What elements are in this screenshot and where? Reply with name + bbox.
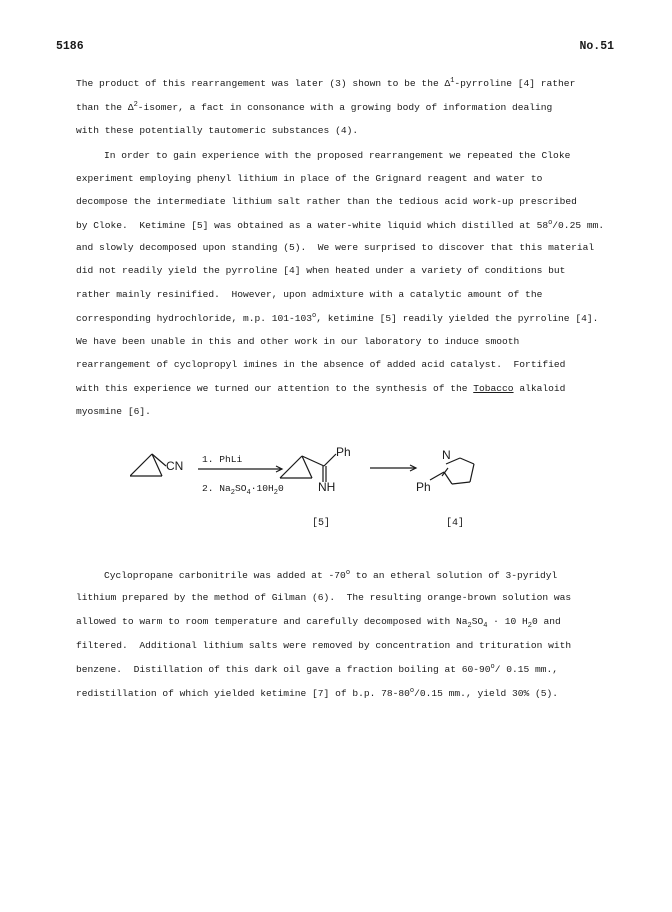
text-line: benzene. Distillation of this dark oil gave a fraction boiling at 60-90$^o$/ 0.15 mm., xyxy=(76,663,559,676)
bond xyxy=(430,472,444,480)
text-line: filtered. Additional lithium salts were removed by concentration and trituration with xyxy=(76,640,572,651)
text-line: than the $\Delta^2$-isomer, a fact in consonance with a growing body of information dealing xyxy=(76,101,553,114)
text-line: Cyclopropane carbonitrile was added at -70$^o$ to an etheral solution of 3-pyridyl xyxy=(104,569,558,582)
cn-label: CN xyxy=(166,459,184,473)
text-line: allowed to warm to room temperature and carefully decomposed with $Na_2SO_4 \cdot 10$ $H_20$ and xyxy=(76,616,561,630)
text-line: We have been unable in this and other work in our laboratory to induce smooth xyxy=(76,336,520,347)
text-line: rather mainly resinified. However, upon admixture with a catalytic amount of the xyxy=(76,289,543,300)
issue-number: No.51 xyxy=(579,40,614,53)
text-line: redistillation of which yielded ketimine [7] of b.p. 78-80$^o$/0.15 mm., yield 30% (5). xyxy=(76,687,559,700)
phenyl-label: Ph xyxy=(336,445,351,459)
reagent-step-1: 1. PhLi xyxy=(202,454,243,465)
phenyl-label: Ph xyxy=(416,480,431,494)
reaction-scheme-drawing xyxy=(130,446,550,536)
bond xyxy=(280,456,302,478)
reaction-scheme xyxy=(130,446,550,536)
text-line: corresponding hydrochloride, m.p. 101-103$^o$, ketimine [5] readily yielded the pyrroline [4]. xyxy=(76,312,599,325)
text-line: lithium prepared by the method of Gilman (6). The resulting orange-brown solution was xyxy=(76,592,572,603)
text-line: myosmine [6]. xyxy=(76,406,151,417)
text-line: and slowly decomposed upon standing (5). We were surprised to discover that this material xyxy=(76,242,595,253)
text-line: experiment employing phenyl lithium in place of the Grignard reagent and water to xyxy=(76,173,543,184)
text-line: decompose the intermediate lithium salt rather than the tedious acid work-up prescribed xyxy=(76,196,577,207)
nh-label: NH xyxy=(318,480,336,494)
text-line: by Cloke. Ketimine [5] was obtained as a water-white liquid which distilled at 58$^o$/0.25 mm. xyxy=(76,219,605,232)
bond xyxy=(130,454,152,476)
bond xyxy=(452,482,470,484)
text-line: did not readily yield the pyrroline [4] when heated under a variety of conditions but xyxy=(76,265,566,276)
bond xyxy=(324,454,336,466)
text-line: In order to gain experience with the proposed rearrangement we repeated the Cloke xyxy=(104,150,571,161)
tobacco-underlined: Tobacco xyxy=(473,383,514,394)
reagent-step-2: 2. $Na_2SO_4\cdot 10H_20$ xyxy=(202,483,284,497)
compound-label-4: [4] xyxy=(446,518,465,529)
compound-label-5: [5] xyxy=(312,518,331,529)
bond xyxy=(444,472,452,484)
bond xyxy=(470,464,474,482)
text-line: The product of this rearrangement was later (3) shown to be the $\Delta^1$-pyrroline [4] rather xyxy=(76,77,576,90)
text-line: with these potentially tautomeric substances (4). xyxy=(76,125,359,136)
bond xyxy=(460,458,474,464)
text-line: rearrangement of cyclopropyl imines in the absence of added acid catalyst. Fortified xyxy=(76,359,566,370)
text-line: with this experience we turned our attention to the synthesis of the Tobacco alkaloid xyxy=(76,383,566,394)
n-label: N xyxy=(442,448,451,462)
bond xyxy=(152,454,162,476)
page-number: 5186 xyxy=(56,40,84,53)
